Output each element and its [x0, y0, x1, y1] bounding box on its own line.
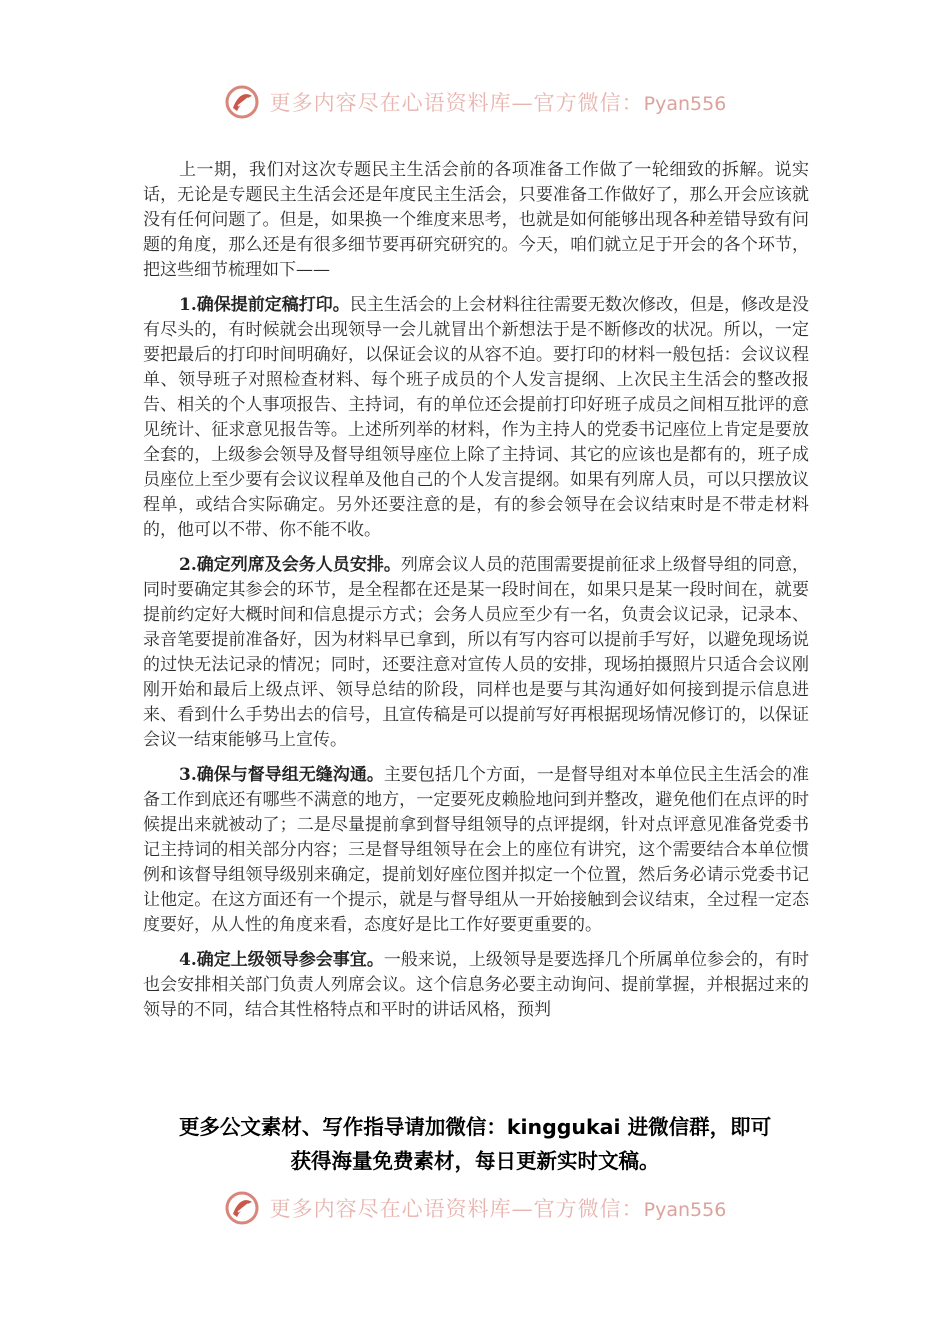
watermark-wechat-id: Pyan556 [643, 1199, 727, 1221]
watermark-footer [0, 1190, 950, 1226]
brand-logo-icon [224, 1190, 260, 1226]
paragraph-body: 民主生活会的上会材料往往需要无数次修改，但是，修改是没有尽头的，有时候就会出现领导一会儿就冒出个新想法于是不断修改的状况。所以，一定要把最后的打印时间明确好，以保证会议的从容不迫。要打印的材料一般包括：会议议程单、领导班子对照检查材料、每个班子成员的个人发言提纲、上次民主生活会的整改报告、相关的个人事项报告、主持词，有的单位还会提前打印好班子成员之间相互批评的意见统计、征求意见报告等。上述所列举的材料，作为主持人的党委书记座位上肯定是要放全套的，上级参会领导及督导组领导座位上除了主持词、其它的应该也是都有的，班子成员座位上至少要有会议议程单及他自己的个人发言提纲。如果有列席人员，可以只摆放议程单，或结合实际确定。另外还要注意的是，有的参会领导在会议结束时是不带走材料的，他可以不带、你不能不收。 [143, 295, 810, 540]
document-body [143, 158, 809, 1033]
paragraph-item-2 [143, 553, 809, 753]
paragraph-body: 一般来说，上级领导是要选择几个所属单位参会的，有时也会安排相关部门负责人列席会议。这个信息务必要主动询问、提前掌握，并根据过来的领导的不同，结合其性格特点和平时的讲话风格，预判 [143, 950, 810, 1020]
watermark-label: 更多内容尽在心语资料库—官方微信： [269, 91, 644, 115]
paragraph-item-4 [143, 948, 809, 1023]
watermark-text [270, 1193, 727, 1223]
promo-banner [0, 1110, 950, 1178]
paragraph-item-3 [143, 763, 809, 938]
paragraph-lead: 3.确保与督导组无缝沟通。 [179, 765, 384, 785]
paragraph-intro [143, 158, 809, 283]
promo-line-1: 更多公文素材、写作指导请加微信：kinggukai 进微信群，即可 [178, 1115, 772, 1139]
paragraph-body: 上一期，我们对这次专题民主生活会前的各项准备工作做了一轮细致的拆解。说实话，无论是专题民主生活会还是年度民主生活会，只要准备工作做好了，那么开会应该就没有任何问题了。但是，如果换一个维度来思考，也就是如何能够出现各种差错导致有问题的角度，那么还是有很多细节要再研究研究的。今天，咱们就立足于开会的各个环节，把这些细节梳理如下—— [143, 160, 809, 280]
paragraph-body: 列席会议人员的范围需要提前征求上级督导组的同意，同时要确定其参会的环节，是全程都在还是某一段时间在，如果只是某一段时间在，就要提前约定好大概时间和信息提示方式；会务人员应至少有一名，负责会议记录，记录本、录音笔要提前准备好，因为材料早已拿到，所以有写内容可以提前手写好，以避免现场说的过快无法记录的情况；同时，还要注意对宣传人员的安排，现场拍摄照片只适合会议刚刚开始和最后上级点评、领导总结的阶段，同样也是要与其沟通好如何接到提示信息进来、看到什么手势出去的信号，且宣传稿是可以提前写好再根据现场情况修订的，以保证会议一结束能够马上宣传。 [143, 555, 810, 750]
watermark-wechat-id: Pyan556 [643, 93, 727, 115]
promo-line-2: 获得海量免费素材，每日更新实时文稿。 [290, 1149, 660, 1173]
paragraph-item-1 [143, 293, 809, 543]
paragraph-lead: 2.确定列席及会务人员安排。 [179, 555, 401, 575]
watermark-header [0, 84, 950, 120]
paragraph-body: 主要包括几个方面，一是督导组对本单位民主生活会的准备工作到底还有哪些不满意的地方，一定要死皮赖脸地问到并整改，避免他们在点评的时候提出来就被动了；二是尽量提前拿到督导组领导的点评提纲，针对点评意见准备党委书记主持词的相关部分内容；三是督导组领导在会上的座位有讲究，这个需要结合本单位惯例和该督导组领导级别来确定，提前划好座位图并拟定一个位置，然后务必请示党委书记让他定。在这方面还有一个提示，就是与督导组从一开始接触到会议结束，全过程一定态度要好，从人性的角度来看，态度好是比工作好要更重要的。 [143, 765, 810, 935]
brand-logo-icon [224, 84, 260, 120]
watermark-label: 更多内容尽在心语资料库—官方微信： [269, 1197, 644, 1221]
watermark-text [270, 87, 727, 117]
paragraph-lead: 4.确定上级领导参会事宜。 [179, 950, 384, 970]
paragraph-lead: 1.确保提前定稿打印。 [179, 295, 350, 315]
